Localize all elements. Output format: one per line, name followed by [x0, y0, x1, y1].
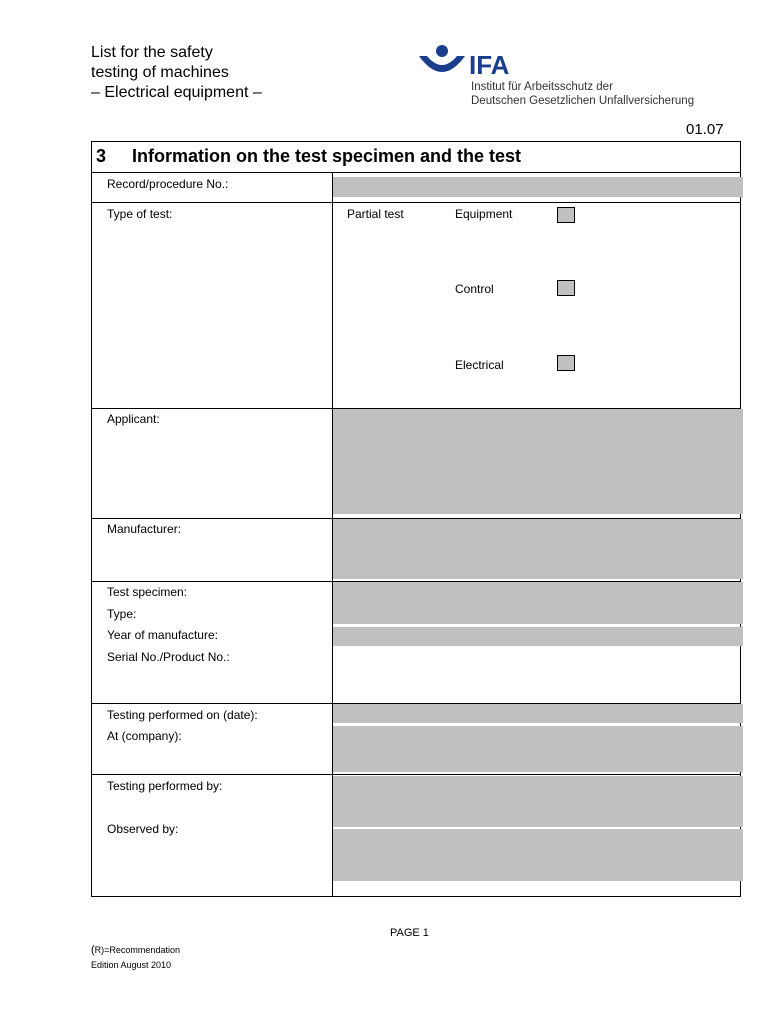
option-control-label: Control — [455, 282, 494, 296]
partial-test-label: Partial test — [347, 207, 404, 221]
year-of-manufacture-field[interactable] — [333, 627, 743, 646]
row-divider — [91, 172, 741, 173]
serial-number-label: Serial No./Product No.: — [107, 650, 230, 664]
section-number: 3 — [96, 146, 107, 166]
title-line-2: testing of machines — [91, 64, 229, 81]
row-divider — [91, 202, 741, 203]
testing-date-field[interactable] — [333, 704, 743, 723]
version-number: 01.07 — [686, 121, 724, 138]
ifa-institute-line-2: Deutschen Gesetzlichen Unfallversicherung — [471, 95, 695, 107]
manufacturer-field[interactable] — [333, 519, 743, 579]
type-label: Type: — [107, 607, 137, 621]
option-equipment-label: Equipment — [455, 207, 513, 221]
section-title — [96, 146, 521, 167]
record-label: Record/procedure No.: — [107, 177, 229, 191]
control-checkbox[interactable] — [557, 280, 575, 296]
applicant-label: Applicant: — [107, 412, 160, 426]
section-title-text: Information on the test specimen and the test — [132, 146, 522, 166]
edition-note: Edition August 2010 — [91, 960, 172, 970]
ifa-logo — [417, 44, 737, 110]
recommendation-note-paren: ( — [91, 944, 95, 956]
recommendation-note — [91, 944, 180, 956]
performed-by-field[interactable] — [333, 776, 743, 827]
equipment-checkbox[interactable] — [557, 207, 575, 223]
year-of-manufacture-label: Year of manufacture: — [107, 628, 218, 642]
recommendation-note-text: R)=Recommendation — [94, 945, 180, 955]
ifa-logo-icon — [417, 44, 467, 80]
ifa-institute-line-1: Institut für Arbeitsschutz der — [471, 81, 613, 93]
manufacturer-label: Manufacturer: — [107, 522, 182, 536]
ifa-institute-name — [471, 80, 694, 108]
test-specimen-type-field[interactable] — [333, 582, 743, 624]
record-field[interactable] — [333, 177, 743, 197]
observed-by-label: Observed by: — [107, 822, 179, 836]
performed-by-label: Testing performed by: — [107, 779, 223, 793]
at-company-field[interactable] — [333, 726, 743, 772]
testing-date-label: Testing performed on (date): — [107, 708, 258, 722]
test-specimen-label: Test specimen: — [107, 585, 188, 599]
ifa-logo-name: IFA — [469, 50, 510, 80]
applicant-field[interactable] — [333, 409, 743, 514]
option-electrical-label: Electrical — [455, 358, 504, 372]
page-number: PAGE 1 — [390, 927, 429, 939]
row-divider — [91, 774, 741, 775]
type-of-test-label: Type of test: — [107, 207, 173, 221]
observed-by-field[interactable] — [333, 829, 743, 881]
title-line-1: List for the safety — [91, 44, 213, 61]
document-title — [91, 43, 262, 103]
electrical-checkbox[interactable] — [557, 355, 575, 371]
at-company-label: At (company): — [107, 729, 182, 743]
title-line-3: – Electrical equipment – — [91, 84, 262, 101]
